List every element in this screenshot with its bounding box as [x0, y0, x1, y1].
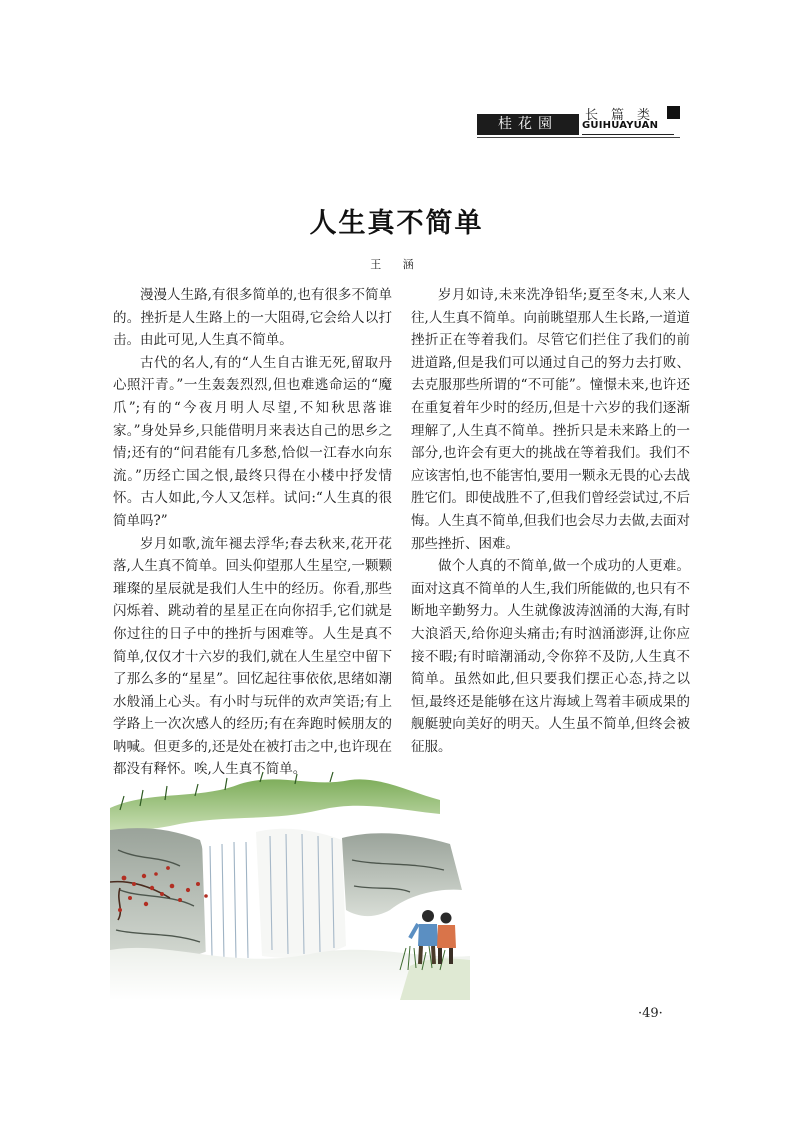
category-label: 长篇类 — [585, 108, 664, 123]
text-column-left — [113, 284, 392, 781]
column-pinyin: GUIHUAYUAN — [582, 120, 674, 135]
section-header — [477, 104, 685, 138]
waterfall-illustration — [110, 770, 470, 1000]
paragraph: 古代的名人,有的“人生自古谁无死,留取丹心照汗青。”一生轰轰烈烈,但也难逃命运的“魔爪”;有的“今夜月明人尽望,不知秋思落谁家。”身处异乡,只能借明月来表达自己的思乡之情;还有的“问君能有几多愁,恰似一江春水向东流。”历经亡国之恨,最终只得在小楼中抒发情怀。古人如此,今人又怎样。试问:“人生真的很简单吗?” — [113, 354, 392, 529]
column-name: 桂花園 — [498, 116, 558, 132]
page-number: ·49· — [638, 1006, 663, 1021]
article-author: 王 涵 — [370, 258, 423, 271]
header-rule — [477, 137, 680, 138]
paragraph: 岁月如诗,未来洗净铅华;夏至冬末,人来人往,人生真不简单。向前眺望那人生长路,一道道挫折正在等着我们。尽管它们拦住了我们的前进道路,但是我们可以通过自己的努力去打败、去克服那些所谓的“不可能”。憧憬未来,也许还在重复着年少时的经历,但是十六岁的我们逐渐理解了,人生真不简单。挫折只是未来路上的一部分,也许会有更大的挑战在等着我们。我们不应该害怕,也不能害怕,要用一颗永无畏的心去战胜它们。即使战胜不了,但我们曾经尝试过,不后悔。人生真不简单,但我们也会尽力去做,去面对那些挫折、困难。 — [411, 287, 690, 552]
header-square-mark — [667, 106, 680, 119]
paragraph: 做个人真的不简单,做一个成功的人更难。面对这真不简单的人生,我们所能做的,也只有不断地辛勤努力。人生就像波涛汹涌的大海,有时大浪滔天,给你迎头痛击;有时汹涌澎湃,让你应接不暇;有时暗潮涌动,令你猝不及防,人生真不简单。虽然如此,但只要我们摆正心态,持之以恒,最终还是能够在这片海域上驾着丰硕成果的舰艇驶向美好的明天。人生虽不简单,但终会被征服。 — [411, 558, 690, 755]
article-title: 人生真不简单 — [309, 208, 484, 239]
paragraph: 漫漫人生路,有很多简单的,也有很多不简单的。挫折是人生路上的一大阻碍,它会给人以打击。由此可见,人生真不简单。 — [113, 287, 392, 349]
text-column-right — [411, 284, 690, 758]
paragraph: 岁月如歌,流年褪去浮华;春去秋来,花开花落,人生真不简单。回头仰望那人生星空,一颗颗璀璨的星辰就是我们人生中的经历。你看,那些闪烁着、跳动着的星星正在向你招手,它们就是你过往的日子中的挫折与困难等。人生是真不简单,仅仅才十六岁的我们,就在人生星空中留下了那么多的“星星”。回忆起往事依依,思绪如潮水般涌上心头。有小时与玩伴的欢声笑语;有上学路上一次次感人的经历;有在奔跑时候朋友的呐喊。但更多的,还是处在被打击之中,也许现在都没有释怀。唉,人生真不简单。 — [113, 535, 392, 778]
